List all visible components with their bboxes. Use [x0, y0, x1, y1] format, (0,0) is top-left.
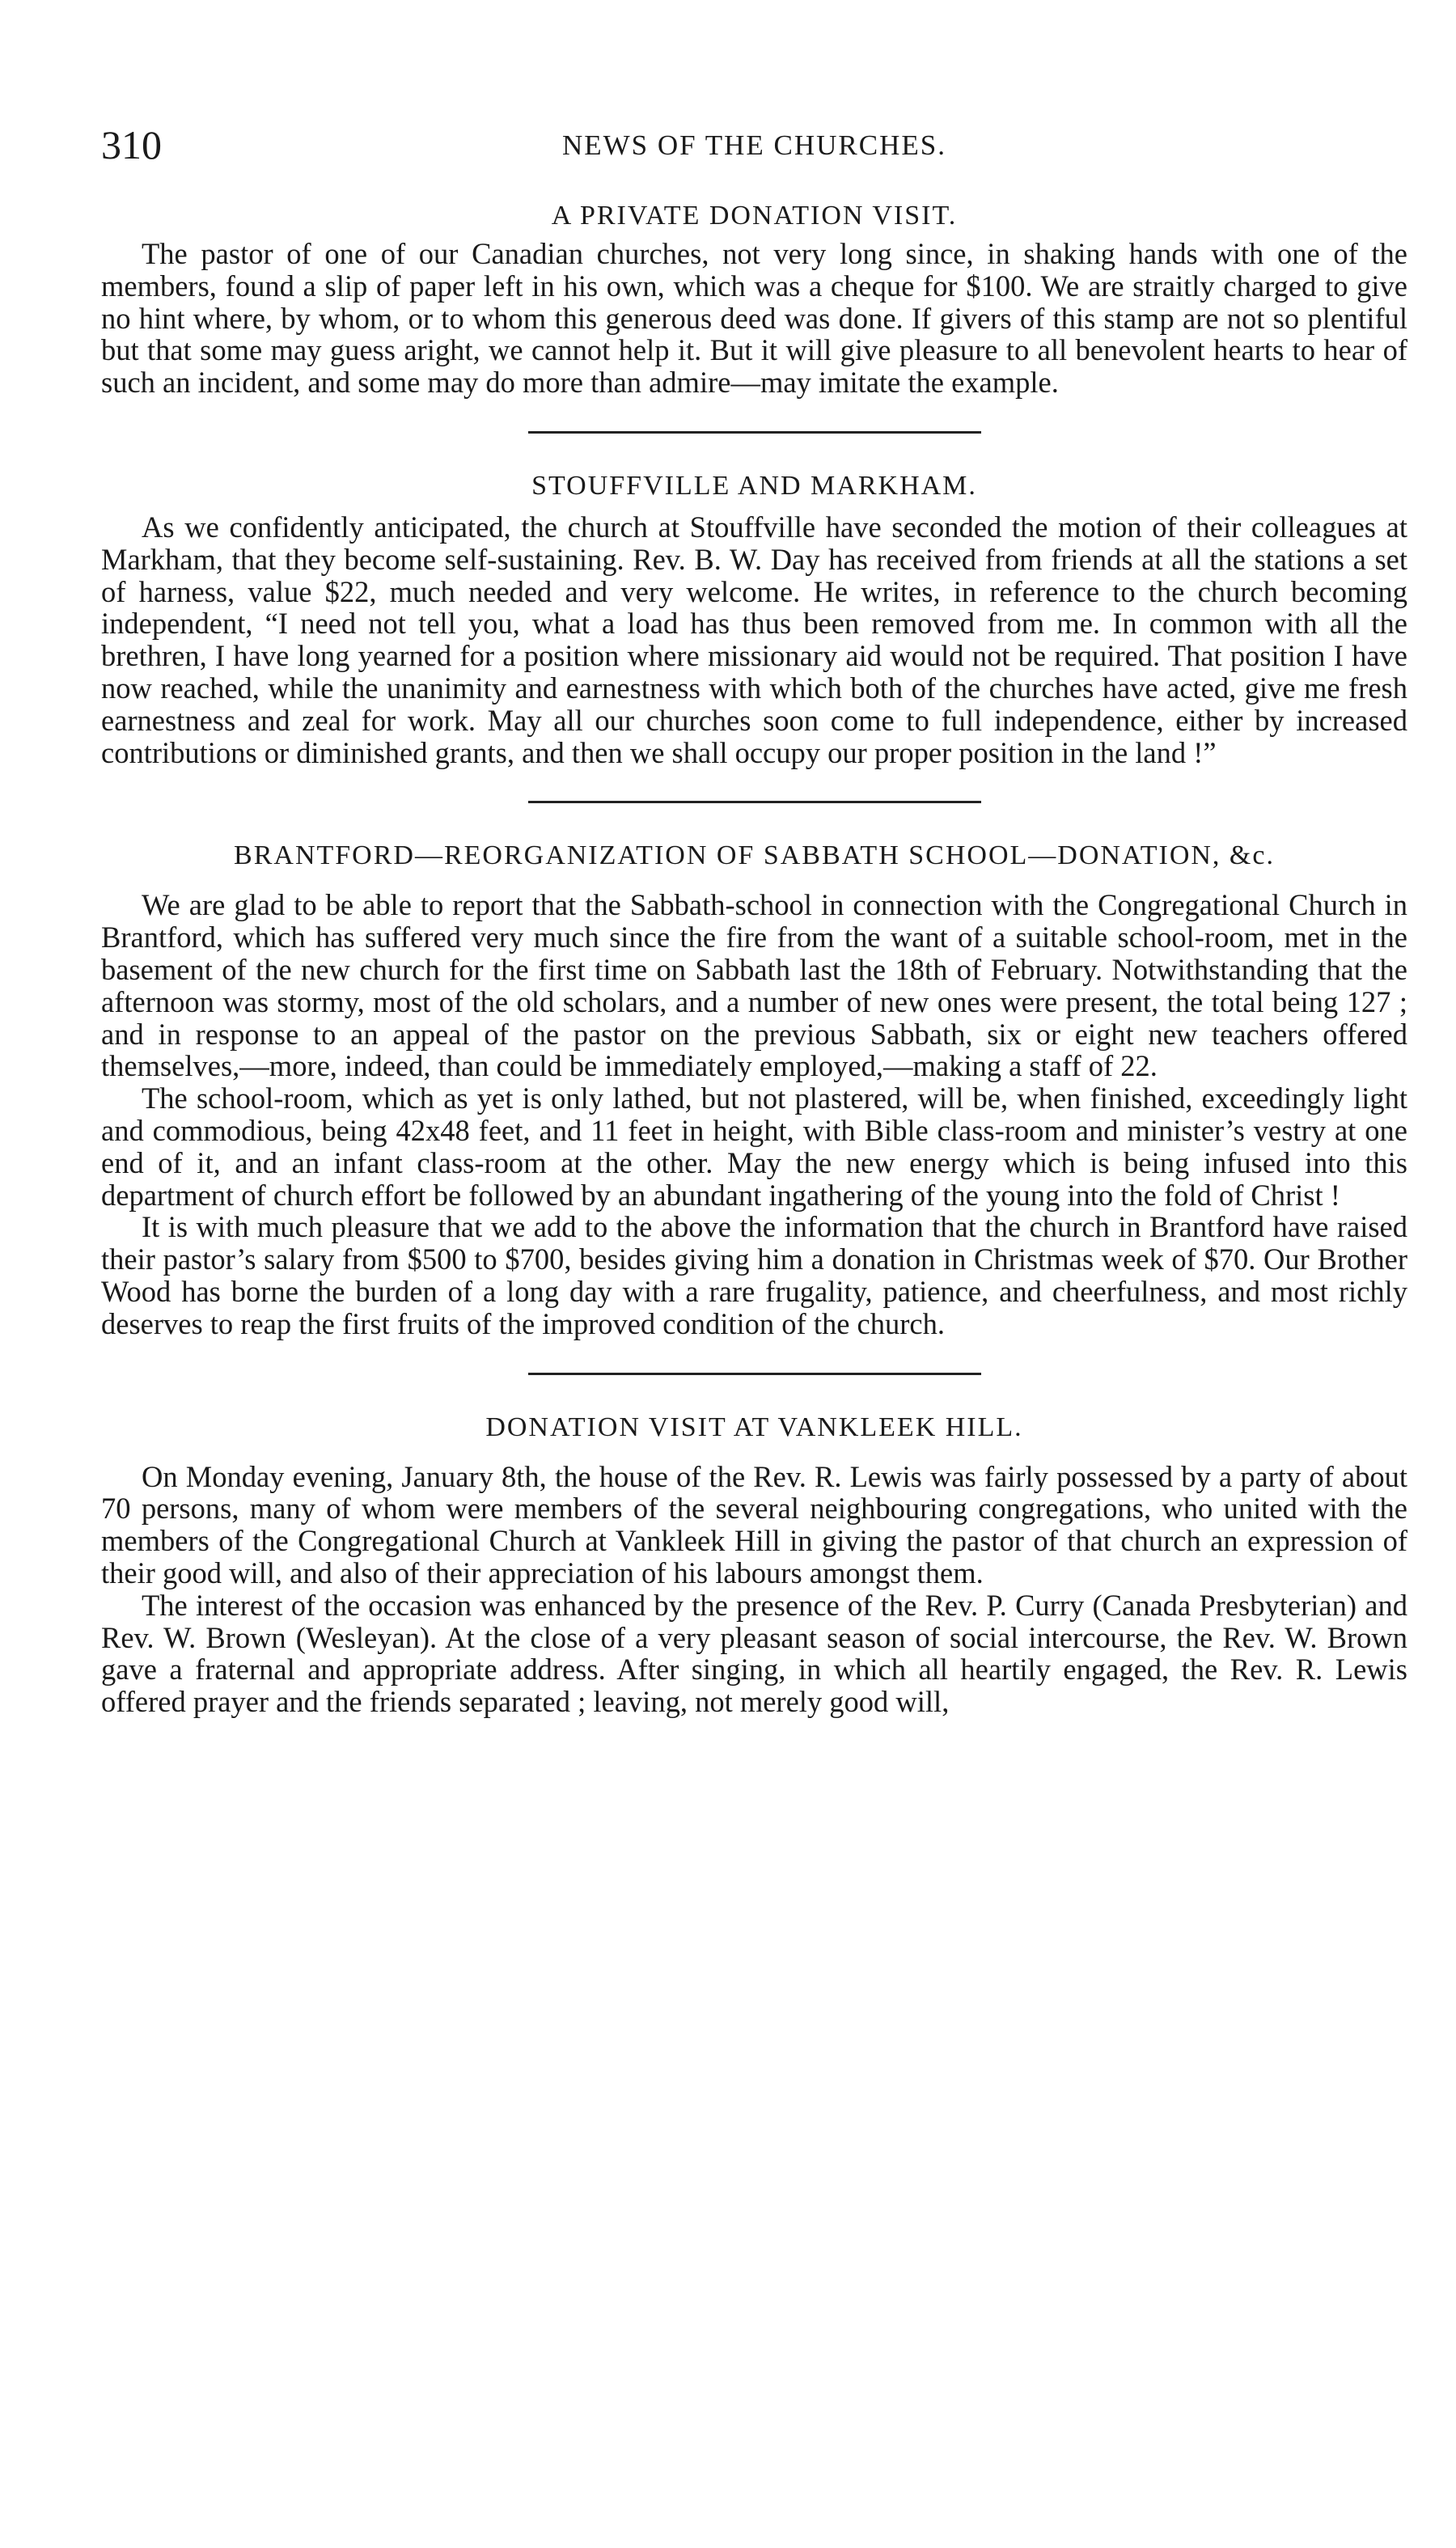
article-brantford [101, 840, 1407, 1340]
article-vankleek-hill [101, 1412, 1407, 1718]
section-divider [528, 431, 981, 434]
article-paragraph: We are glad to be able to report that the Sabbath-school in connection with the Congregational Church in Brantford, which has suffered very much since the fire from the want of a suitable school-room, met in the basement of the new church for the first time on Sabbath last the 18th of February. Notwithstanding that the afternoon was stormy, most of the old scholars, and a number of new ones were present, the total being 127 ; and in response to an appeal of the pastor on the previous Sabbath, six or eight new teachers offered themselves,—more, indeed, than could be immediately employed,—making a staff of 22. [101, 888, 1407, 1083]
article-title: A PRIVATE DONATION VISIT. [551, 201, 958, 231]
article-title: DONATION VISIT AT VANKLEEK HILL. [485, 1412, 1023, 1442]
section-divider [528, 1373, 981, 1375]
article-paragraph: The interest of the occasion was enhanced by the presence of the Rev. P. Curry (Canada Presbyterian) and Rev. W. Brown (Wesleyan). At the close of a very pleasant season of social intercourse, the Rev. W. Brown gave a fraternal and appropriate address. After singing, in which all heartily engaged, the Rev. R. Lewis offered prayer and the friends separated ; leaving, not merely good will, [101, 1588, 1407, 1719]
page-content [101, 201, 1407, 1718]
article-private-donation-visit [101, 201, 1407, 399]
article-title: STOUFFVILLE AND MARKHAM. [531, 470, 977, 501]
article-stouffville-markham [101, 471, 1407, 768]
article-paragraph: The school-room, which as yet is only lathed, but not plastered, will be, when finished, exceedingly light and commodious, being 42x48 feet, and 11 feet in height, with Bible class-room and minister’s vestry at one end of it, and an infant class-room at the other. May the new energy which is being infused into this department of church effort be followed by an abundant ingathering of the young into the fold of Christ ! [101, 1081, 1407, 1212]
running-title: NEWS OF THE CHURCHES. [561, 129, 946, 161]
article-paragraph: It is with much pleasure that we add to the above the information that the church in Brantford have raised their pastor’s salary from $500 to $700, besides giving him a donation in Christmas week of $70. Our Brother Wood has borne the burden of a long day with a rare frugality, patience, and cheerfulness, and most richly deserves to reap the first fruits of the improved condition of the church. [101, 1210, 1407, 1340]
article-paragraph: As we confidently anticipated, the church at Stouffville have seconded the motion of their colleagues at Markham, that they become self-sustaining. Rev. B. W. Day has received from friends at all the stations a set of harness, value $22, much needed and very welcome. He writes, in reference to the church becoming independent, “I need not tell you, what a load has thus been removed from me. In common with all the brethren, I have long yearned for a position where missionary aid would not be required. That position I have now reached, while the unanimity and earnestness with which both of the churches have acted, give me fresh earnestness and zeal for work. May all our churches soon come to full independence, either by increased contributions or diminished grants, and then we shall occupy our proper position in the land !” [101, 510, 1407, 769]
article-paragraph: The pastor of one of our Canadian churches, not very long since, in shaking hands with one of the members, found a slip of paper left in his own, which was a cheque for $100. We are straitly charged to give no hint where, by whom, or to whom this generous deed was done. If givers of this stamp are not so plentiful but that some may guess aright, we cannot help it. But it will give pleasure to all benevolent hearts to hear of such an incident, and some may do more than admire—may imitate the example. [101, 237, 1407, 400]
section-divider [528, 801, 981, 803]
article-title: BRANTFORD—REORGANIZATION OF SABBATH SCHOOL—DONATION, &c. [234, 840, 1275, 871]
page-number: 310 [101, 122, 162, 167]
article-paragraph: On Monday evening, January 8th, the house of the Rev. R. Lewis was fairly possessed by a party of about 70 persons, many of whom were members of the several neighbouring congregations, who united with the members of the Congregational Church at Vankleek Hill in giving the pastor of that church an expression of their good will, and also of their appreciation of his labours amongst them. [101, 1459, 1407, 1589]
running-head [101, 121, 1407, 170]
